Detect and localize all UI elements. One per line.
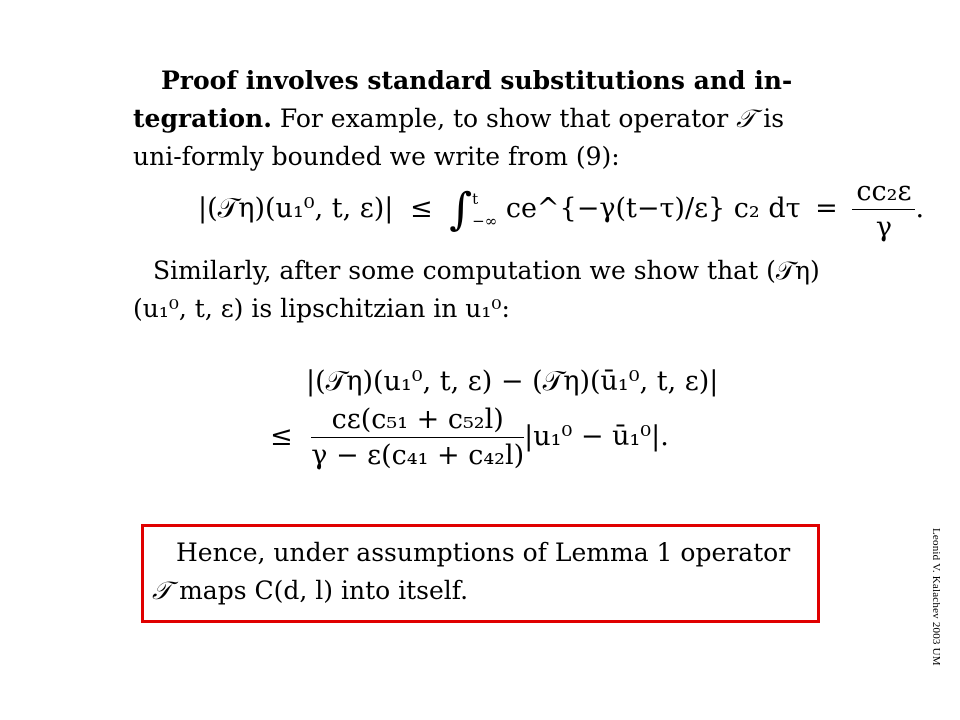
intro-bold-lead: Proof involves standard substitutions and in-tegration. xyxy=(133,66,793,133)
conclusion-space: C(d, l) xyxy=(254,576,334,605)
eq1-fraction xyxy=(852,176,915,243)
eq2-fraction-num: cε(c₅₁ + c₅₂l) xyxy=(311,404,524,438)
intro-text-1: For example, to show that operator xyxy=(271,104,737,133)
conclusion-text-1: Hence, under assumptions of Lemma 1 operator xyxy=(176,538,791,567)
conclusion-text-3: into itself. xyxy=(333,576,469,605)
equation-lipschitz-line1: |(𝒯η)(u₁⁰, t, ε) − (𝒯η)(ū₁⁰, t, ε)| xyxy=(306,366,719,397)
conclusion-text-2: maps xyxy=(171,576,255,605)
integral-sign: ∫ xyxy=(449,184,473,235)
intro-paragraph xyxy=(133,62,823,176)
eq2-relation: ≤ xyxy=(270,421,293,452)
similarly-var: u₁⁰ xyxy=(465,294,502,323)
equation-lipschitz-line2 xyxy=(270,404,669,471)
intro-text-2: is uni-formly bounded we write from (9): xyxy=(133,104,785,171)
eq2-fraction xyxy=(311,404,524,471)
similarly-expr: (𝒯η)(u₁⁰, t, ε) xyxy=(133,256,820,323)
eq1-fraction-num: cc₂ε xyxy=(852,176,915,210)
similarly-paragraph xyxy=(133,252,833,328)
eq2-fraction-den: γ − ε(c₄₁ + c₄₂l) xyxy=(311,440,525,471)
eq1-equals: = xyxy=(815,193,838,224)
conclusion-paragraph xyxy=(152,534,812,610)
similarly-end: : xyxy=(501,294,510,323)
conclusion-operator: 𝒯 xyxy=(152,576,172,605)
similarly-text-1: Similarly, after some computation we show that xyxy=(153,256,767,285)
integral-lower: −∞ xyxy=(472,211,498,230)
eq1-fraction-den: γ xyxy=(875,212,892,243)
operator-symbol: 𝒯 xyxy=(736,104,756,133)
author-credit: Leonid V. Kalachev 2003 UM xyxy=(930,528,942,666)
integral-upper: t xyxy=(472,189,479,208)
eq1-lhs: |(𝒯η)(u₁⁰, t, ε)| xyxy=(198,193,394,224)
eq2-tail: |u₁⁰ − ū₁⁰|. xyxy=(524,421,669,452)
integral-limits xyxy=(472,188,497,232)
eq1-relation: ≤ xyxy=(410,193,433,224)
eq1-end: . xyxy=(915,193,925,224)
equation-bound xyxy=(198,176,924,243)
similarly-text-2: is lipschitzian in xyxy=(243,294,466,323)
eq1-integrand: ce^{−γ(t−τ)/ε} c₂ dτ xyxy=(505,193,801,224)
